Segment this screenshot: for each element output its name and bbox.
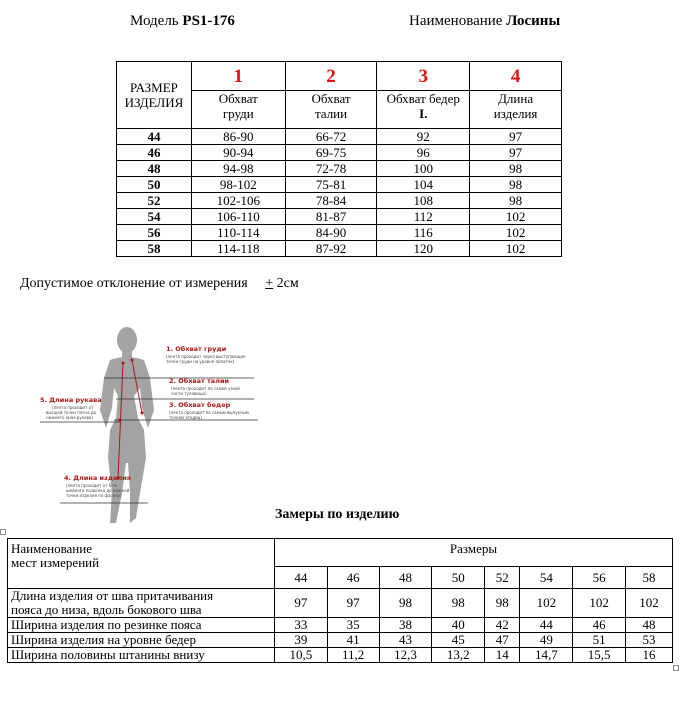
measure-value-cell: 51	[573, 633, 626, 648]
sizes-header: Размеры	[275, 539, 673, 567]
measure-label	[8, 648, 275, 663]
caption-line1: Длина	[498, 91, 534, 106]
measure-value-cell: 10,5	[275, 648, 328, 663]
measure-cell: 66-72	[285, 129, 377, 145]
measure-cell: 110-114	[191, 225, 285, 241]
measure-cell: 98	[470, 193, 562, 209]
caption-line1: Обхват бедер	[386, 91, 460, 106]
measure-cell: 114-118	[191, 241, 285, 257]
measure-label-line1: Длина изделия от шва притачивания	[11, 588, 214, 603]
size-cell: 46	[117, 145, 192, 161]
measure-value-cell: 11,2	[327, 648, 379, 663]
size-header-cell: 46	[327, 567, 379, 589]
measure-row	[8, 589, 673, 618]
column-caption	[285, 91, 377, 129]
measure-value-cell: 102	[625, 589, 672, 618]
measure-cell: 98	[470, 161, 562, 177]
size-row	[117, 225, 562, 241]
measure-row	[8, 618, 673, 633]
label-chest-note2: точки груди на уровне лопаток)	[166, 359, 235, 364]
measure-cell: 98-102	[191, 177, 285, 193]
measure-value-cell: 97	[275, 589, 328, 618]
measure-cell: 102	[470, 225, 562, 241]
measure-cell: 97	[470, 145, 562, 161]
column-number: 4	[470, 62, 562, 91]
name-label: Наименование	[409, 13, 503, 29]
measure-table-body	[8, 589, 673, 663]
measure-cell: 92	[377, 129, 470, 145]
measure-label	[8, 618, 275, 633]
measure-row	[8, 633, 673, 648]
model-header	[130, 13, 235, 30]
name-header	[409, 13, 560, 30]
model-value: PS1-176	[182, 13, 235, 29]
size-table	[116, 61, 562, 257]
measure-cell: 106-110	[191, 209, 285, 225]
column-number: 1	[191, 62, 285, 91]
measure-value-cell: 13,2	[432, 648, 485, 663]
size-header-cell: 52	[485, 567, 520, 589]
measure-cell: 98	[470, 177, 562, 193]
measure-value-cell: 97	[327, 589, 379, 618]
label-waist-note2: части туловища)	[171, 391, 207, 396]
measure-label-line1: Ширина половины штанины внизу	[11, 647, 205, 662]
measure-value-cell: 38	[379, 618, 432, 633]
measure-cell: 72-78	[285, 161, 377, 177]
column-caption	[377, 91, 470, 129]
label-waist-note1: (лента проходит по самой узкой	[171, 386, 240, 391]
measure-cell: 102	[470, 209, 562, 225]
measure-value-cell: 98	[379, 589, 432, 618]
label-sleeve-note1: (лента проходит от	[52, 405, 94, 410]
size-cell: 48	[117, 161, 192, 177]
size-row	[117, 145, 562, 161]
measure-header-row	[8, 539, 673, 567]
label-length-title: 4. Длина изделия	[64, 474, 131, 482]
tolerance-value: 2см	[276, 276, 299, 291]
measure-cell: 108	[377, 193, 470, 209]
size-header-cell: 58	[625, 567, 672, 589]
measure-cell: 78-84	[285, 193, 377, 209]
label-length-note3: точки изделия по фасону)	[66, 493, 122, 498]
measure-value-cell: 42	[485, 618, 520, 633]
measure-cell: 87-92	[285, 241, 377, 257]
size-cell: 56	[117, 225, 192, 241]
measure-value-cell: 16	[625, 648, 672, 663]
measure-value-cell: 46	[573, 618, 626, 633]
size-row	[117, 177, 562, 193]
measure-value-cell: 98	[485, 589, 520, 618]
size-cell: 58	[117, 241, 192, 257]
model-label: Модель	[130, 13, 179, 29]
plus-minus-sign: +	[265, 276, 274, 291]
measure-cell: 90-94	[191, 145, 285, 161]
measure-cell: 116	[377, 225, 470, 241]
measure-cell: 84-90	[285, 225, 377, 241]
size-corner-line1: РАЗМЕР	[130, 80, 178, 95]
measure-value-cell: 53	[625, 633, 672, 648]
measure-cell: 104	[377, 177, 470, 193]
table-anchor-marker	[0, 529, 6, 535]
measure-value-cell: 45	[432, 633, 485, 648]
header-left-line2: мест измерений	[11, 555, 100, 570]
size-row	[117, 129, 562, 145]
measure-value-cell: 35	[327, 618, 379, 633]
size-header-cell: 44	[275, 567, 328, 589]
measure-cell: 97	[470, 129, 562, 145]
size-corner-cell	[117, 62, 192, 129]
header-left-line1: Наименование	[11, 541, 92, 556]
measure-value-cell: 40	[432, 618, 485, 633]
caption-line1: Обхват	[311, 91, 351, 106]
measure-value-cell: 44	[520, 618, 573, 633]
label-chest-title: 1. Обхват груди	[166, 345, 227, 353]
measure-label-line2: пояса до низа, вдоль бокового шва	[11, 602, 202, 617]
measure-value-cell: 33	[275, 618, 328, 633]
size-row	[117, 241, 562, 257]
label-hips-title: 3. Обхват бедер	[169, 401, 231, 409]
name-value: Лосины	[506, 13, 561, 29]
label-sleeve-note3: нижнего края рукава)	[46, 415, 93, 420]
size-header-cell: 48	[379, 567, 432, 589]
size-cell: 44	[117, 129, 192, 145]
measure-cell: 75-81	[285, 177, 377, 193]
column-caption	[470, 91, 562, 129]
measure-table	[7, 538, 673, 663]
size-table-num-row	[117, 62, 562, 91]
measure-value-cell: 14	[485, 648, 520, 663]
measure-value-cell: 12,3	[379, 648, 432, 663]
measure-cell: 112	[377, 209, 470, 225]
measure-value-cell: 47	[485, 633, 520, 648]
label-sleeve-note2: высшей точки плеча до	[46, 410, 97, 415]
label-length-note1: (лента проходит от 6-го	[66, 483, 118, 488]
tolerance-text: Допустимое отклонение от измерения	[20, 276, 248, 291]
measure-cell: 69-75	[285, 145, 377, 161]
caption-line1: Обхват	[218, 91, 258, 106]
measure-cell: 102-106	[191, 193, 285, 209]
measure-header-left	[8, 539, 275, 589]
size-corner-line2: ИЗДЕЛИЯ	[124, 95, 184, 110]
size-cell: 52	[117, 193, 192, 209]
label-hips-note2: точкам ягодиц)	[169, 415, 202, 420]
measure-cell: 96	[377, 145, 470, 161]
measure-table-title: Замеры по изделию	[275, 507, 400, 522]
measure-value-cell: 39	[275, 633, 328, 648]
measure-value-cell: 98	[432, 589, 485, 618]
measure-value-cell: 43	[379, 633, 432, 648]
caption-line2: изделия	[493, 106, 538, 121]
measure-value-cell: 41	[327, 633, 379, 648]
tolerance-line	[20, 276, 299, 292]
measure-cell: 100	[377, 161, 470, 177]
size-cell: 50	[117, 177, 192, 193]
measure-cell: 94-98	[191, 161, 285, 177]
measure-cell: 102	[470, 241, 562, 257]
size-header-cell: 56	[573, 567, 626, 589]
measure-cell: 86-90	[191, 129, 285, 145]
label-chest-note1: (лента проходит через выступающие	[166, 354, 246, 359]
measure-value-cell: 14,7	[520, 648, 573, 663]
label-sleeve-title: 5. Длина рукава	[40, 396, 102, 404]
label-length-note2: шейного позвонка до нижней	[66, 488, 130, 493]
measure-value-cell: 102	[520, 589, 573, 618]
measure-row	[8, 648, 673, 663]
measure-label-line1: Ширина изделия на уровне бедер	[11, 632, 196, 647]
measure-value-cell: 49	[520, 633, 573, 648]
label-waist-title: 2. Обхват талии	[169, 377, 230, 385]
size-cell: 54	[117, 209, 192, 225]
column-number: 3	[377, 62, 470, 91]
measure-cell: 81-87	[285, 209, 377, 225]
size-row	[117, 209, 562, 225]
size-row	[117, 161, 562, 177]
measure-value-cell: 15,5	[573, 648, 626, 663]
measure-cell: 120	[377, 241, 470, 257]
body-measurement-figure	[30, 318, 270, 528]
size-header-cell: 54	[520, 567, 573, 589]
column-caption	[191, 91, 285, 129]
label-hips-note1: (лента проходит по самым выпуклым	[169, 410, 249, 415]
caption-line2: груди	[222, 106, 254, 121]
measure-label	[8, 589, 275, 618]
caption-line2: I.	[419, 106, 428, 121]
measure-label	[8, 633, 275, 648]
size-row	[117, 193, 562, 209]
size-header-cell: 50	[432, 567, 485, 589]
column-number: 2	[285, 62, 377, 91]
measure-label-line1: Ширина изделия по резинке пояса	[11, 617, 202, 632]
measure-value-cell: 48	[625, 618, 672, 633]
table-end-marker	[673, 665, 679, 671]
measure-value-cell: 102	[573, 589, 626, 618]
size-table-body	[117, 129, 562, 257]
caption-line2: талии	[314, 106, 348, 121]
